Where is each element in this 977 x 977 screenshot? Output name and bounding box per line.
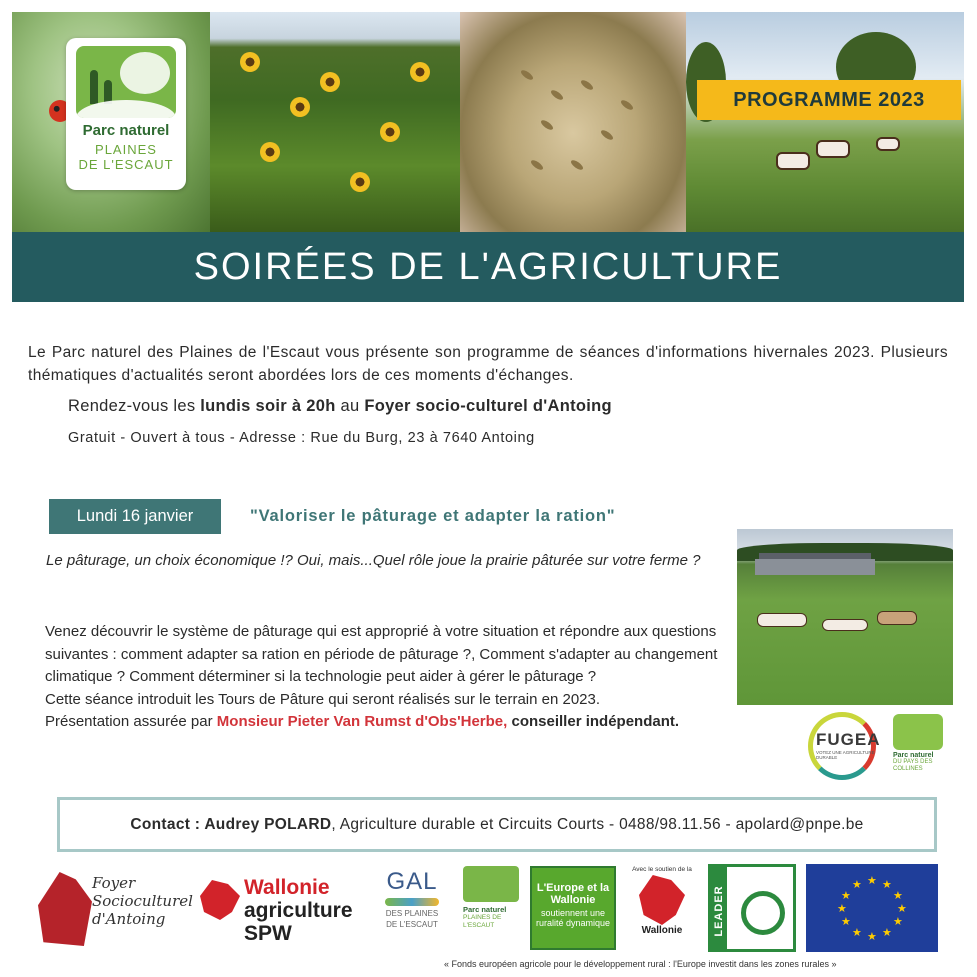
parc-naturel-small-logo: Parc naturel PLAINES DE L'ESCAUT: [463, 866, 523, 942]
cow-image: [757, 613, 807, 627]
sunflower-image: [240, 52, 260, 72]
soutien-wallonie-logo: Avec le soutien de la Wallonie: [632, 866, 692, 936]
foyer-socioculturel-logo: Foyer Socioculturel d'Antoing: [38, 868, 188, 948]
photo-cows-meadow: [737, 529, 953, 705]
eu-star-icon: ★: [897, 903, 907, 915]
foyer-figure-icon: [38, 872, 92, 946]
sunflower-image: [290, 97, 310, 117]
sunflower-image: [320, 72, 340, 92]
photo-sunflower-field: [210, 12, 460, 232]
eu-star-icon: ★: [882, 927, 892, 939]
event-details: Gratuit - Ouvert à tous - Adresse : Rue du Burg, 23 à 7640 Antoing: [68, 430, 535, 446]
fugea-logo: FUGEA VOTEZ UNE AGRICULTURE DURABLE: [804, 710, 886, 782]
session-lead: Le pâturage, un choix économique !? Oui, mais...Quel rôle joue la prairie pâturée sur votre ferme ?: [46, 552, 701, 569]
europe-wallonie-logo: L'Europe et la Wallonie soutiennent une ruralité dynamique: [530, 866, 616, 950]
eu-star-icon: ★: [852, 879, 862, 891]
rendezvous-line: Rendez-vous les lundis soir à 20h au Foyer socio-culturel d'Antoing: [68, 397, 612, 415]
eu-star-icon: ★: [893, 916, 903, 928]
eu-star-icon: ★: [841, 890, 851, 902]
collines-tree-icon: [893, 714, 943, 750]
contact-box: [57, 797, 937, 852]
session-body: [45, 621, 745, 734]
contact-name: Audrey POLARD: [204, 815, 332, 833]
page-title: SOIRÉES DE L'AGRICULTURE: [12, 232, 964, 302]
cow-image: [822, 619, 868, 631]
rendezvous-place: Foyer socio-culturel d'Antoing: [364, 397, 612, 415]
parc-naturel-logo: [66, 38, 186, 190]
footnote: « Fonds européen agricole pour le développement rural : l'Europe investit dans les zones rurales »: [444, 959, 837, 969]
cow-image: [876, 137, 900, 151]
logo-line-1: Parc naturel: [82, 122, 170, 139]
eu-star-icon: ★: [841, 916, 851, 928]
parc-collines-logo: Parc naturel DU PAYS DES COLLINES: [893, 714, 947, 784]
pnpe-tree-icon: [463, 866, 519, 902]
presenter-name: Monsieur Pieter Van Rumst d'Obs'Herbe,: [216, 713, 508, 730]
session-presenter: Présentation assurée par Monsieur Pieter Van Rumst d'Obs'Herbe, conseiller indépendant.: [45, 713, 680, 730]
rendezvous-time: lundis soir à 20h: [200, 397, 336, 415]
eu-star-icon: ★: [893, 890, 903, 902]
rooster-icon: [639, 875, 685, 925]
sunflower-image: [260, 142, 280, 162]
cow-image: [816, 140, 850, 158]
programme-badge: PROGRAMME 2023: [697, 80, 961, 120]
contact-label: Contact :: [130, 815, 205, 833]
session-title: "Valoriser le pâturage et adapter la ration": [250, 507, 616, 525]
session-body-paragraph: Cette séance introduit les Tours de Pâture qui seront réalisés sur le terrain en 2023.: [45, 690, 601, 708]
session-date-badge: Lundi 16 janvier: [49, 499, 221, 534]
leader-emblem-icon: [741, 891, 785, 935]
wallonie-agriculture-logo: Wallonie agriculture SPW: [200, 872, 370, 944]
photo-cows-pasture: [686, 12, 964, 232]
logo-tree-figures-icon: [76, 46, 176, 118]
intro-paragraph: Le Parc naturel des Plaines de l'Escaut vous présente son programme de séances d'informations hivernales 2023. Plusieurs thématiques d'actualités seront abordées lors de ces moments d'échanges.: [28, 344, 948, 384]
gal-logo: GAL DES PLAINES DE L'ESCAUT: [385, 868, 439, 929]
eu-flag-logo: [806, 864, 938, 952]
sunflower-image: [380, 122, 400, 142]
eu-star-icon: ★: [852, 927, 862, 939]
eu-star-icon: ★: [867, 931, 877, 943]
rooster-icon: [200, 880, 240, 920]
leader-logo: LEADER: [708, 864, 796, 952]
sunflower-image: [410, 62, 430, 82]
cow-image: [877, 611, 917, 625]
contact-details: , Agriculture durable et Circuits Courts - 0488/98.11.56 - apolard@pnpe.be: [331, 815, 864, 833]
eu-star-icon: ★: [837, 903, 847, 915]
eu-star-icon: ★: [867, 875, 877, 887]
photo-grain-hand: [460, 12, 686, 232]
gal-wave-icon: [385, 898, 439, 906]
session-body-paragraph: Venez découvrir le système de pâturage qui est approprié à votre situation et répondre aux questions suivantes : comment adapter sa ration en période de pâturage ?, Comment s'adapter au changement climatique ? Comment déterminer si la technologie peut aider à gérer le pâturage ?: [45, 623, 718, 685]
farm-building-image: [755, 559, 875, 575]
logo-line-2: PLAINES DE L'ESCAUT: [78, 142, 174, 172]
sunflower-image: [350, 172, 370, 192]
cow-image: [776, 152, 810, 170]
eu-star-icon: ★: [882, 879, 892, 891]
